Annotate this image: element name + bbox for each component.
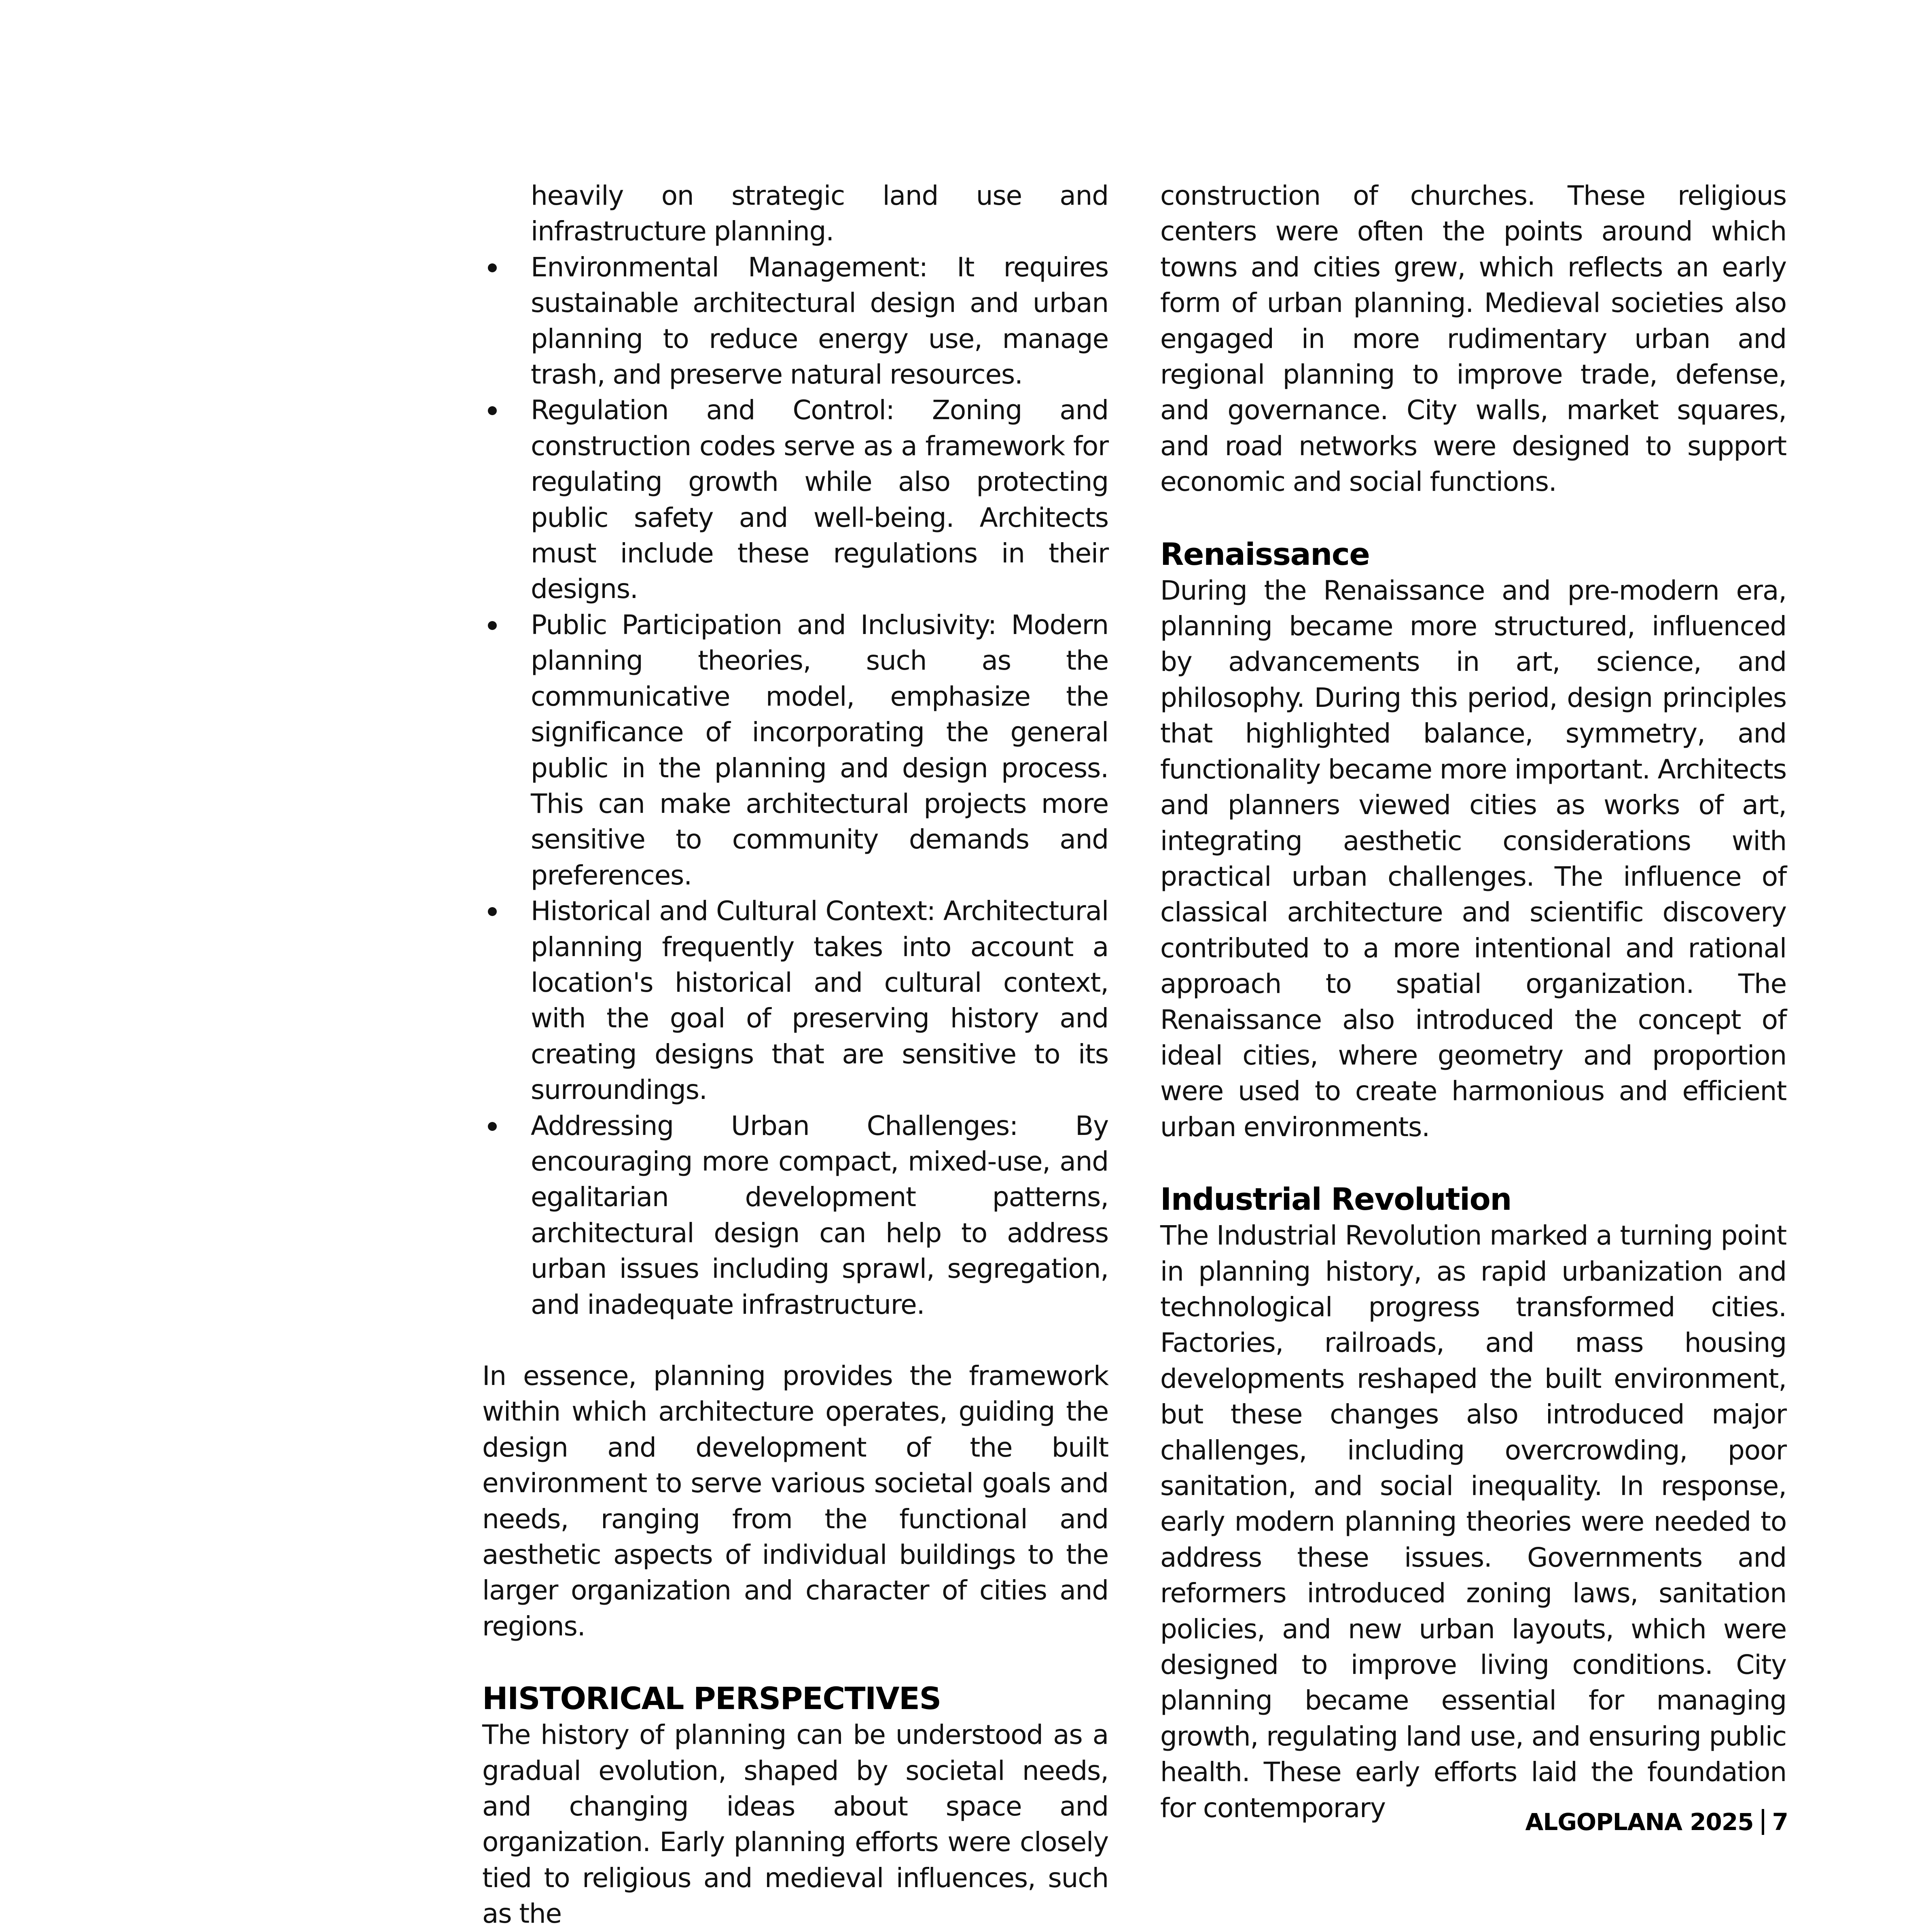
bullet-text: Addressing Urban Challenges: By encouraging more compact, mixed-use, and egalitarian development patterns, architectural design can help to address urban issues including sprawl, segregation, and inadequate infrastructure.: [531, 1110, 1108, 1320]
bullet-text: Historical and Cultural Context: Architectural planning frequently takes into account a location's historical and cultural context, with the goal of preserving history and creating designs that are sensitive to its surroundings.: [531, 895, 1108, 1106]
bullet-item: [482, 1108, 1108, 1323]
page-footer: [1525, 1808, 1788, 1836]
industrial-revolution-heading: Industrial Revolution: [1160, 1181, 1511, 1217]
continued-paragraph: construction of churches. These religious centers were often the points around which towns and cities grew, which reflects an early form of urban planning. Medieval societies also engaged in more rudimentary urban and regional planning to improve trade, defense, and governance. City walls, market squares, and road networks were designed to support economic and social functions.: [1160, 180, 1786, 498]
bullet-text: Environmental Management: It requires sustainable architectural design and urban planning to reduce energy use, manage trash, and preserve natural resources.: [531, 251, 1108, 390]
bullet-item: [482, 392, 1108, 607]
essence-paragraph: In essence, planning provides the framework within which architecture operates, guiding the design and development of the built environment to serve various societal goals and needs, ranging from the functional and aesthetic aspects of individual buildings to the larger organization and character of cities and regions.: [482, 1360, 1108, 1642]
spacer: [482, 1644, 1108, 1680]
renaissance-heading: Renaissance: [1160, 536, 1370, 572]
bullet-dot-icon: [488, 621, 497, 630]
footer-divider: [1762, 1809, 1764, 1835]
bullet-continuation-text: heavily on strategic land use and infrastructure planning.: [531, 180, 1108, 247]
bullet-list: [482, 178, 1108, 1323]
bullet-dot-icon: [488, 263, 497, 272]
bullet-text: Regulation and Control: Zoning and construction codes serve as a framework for regulating growth while also protecting public safety and well-being. Architects must include these regulations in their designs.: [531, 394, 1108, 605]
bullet-item: [482, 607, 1108, 893]
spacer: [1160, 500, 1786, 536]
publication-name: ALGOPLANA 2025: [1525, 1808, 1754, 1836]
bullet-item: [482, 893, 1108, 1108]
renaissance-paragraph: During the Renaissance and pre-modern era, planning became more structured, influenced by advancements in art, science, and philosophy. During this period, design principles that highlighted balance, symmetry, and functionality became more important. Architects and planners viewed cities as works of art, integrating aesthetic considerations with practical urban challenges. The influence of classical architecture and scientific discovery contributed to a more intentional and rational approach to spatial organization. The Renaissance also introduced the concept of ideal cities, where geometry and proportion were used to create harmonious and efficient urban environments.: [1160, 575, 1786, 1143]
bullet-continuation: [482, 178, 1108, 250]
spacer: [1160, 1145, 1786, 1181]
bullet-dot-icon: [488, 1122, 497, 1131]
bullet-item: [482, 250, 1108, 393]
right-column: [1160, 178, 1786, 1826]
spacer: [482, 1323, 1108, 1358]
bullet-dot-icon: [488, 406, 497, 415]
bullet-dot-icon: [488, 907, 497, 916]
section-heading: HISTORICAL PERSPECTIVES: [482, 1680, 941, 1717]
industrial-revolution-paragraph: The Industrial Revolution marked a turning point in planning history, as rapid urbanization and technological progress transformed cities. Factories, railroads, and mass housing developments reshaped the built environment, but these changes also introduced major challenges, including overcrowding, poor sanitation, and social inequality. In response, early modern planning theories were needed to address these issues. Governments and reformers introduced zoning laws, sanitation policies, and new urban layouts, which were designed to improve living conditions. City planning became essential for managing growth, regulating land use, and ensuring public health. These early efforts laid the foundation for contemporary: [1160, 1220, 1786, 1824]
section-intro-paragraph: The history of planning can be understood as a gradual evolution, shaped by societal needs, and changing ideas about space and organization. Early planning efforts were closely tied to religious and medieval influences, such as the: [482, 1719, 1108, 1930]
bullet-text: Public Participation and Inclusivity: Modern planning theories, such as the communicative model, emphasize the significance of incorporating the general public in the planning and design process. This can make architectural projects more sensitive to community demands and preferences.: [531, 609, 1108, 891]
page-number: 7: [1772, 1808, 1788, 1836]
left-column: [482, 178, 1108, 1932]
